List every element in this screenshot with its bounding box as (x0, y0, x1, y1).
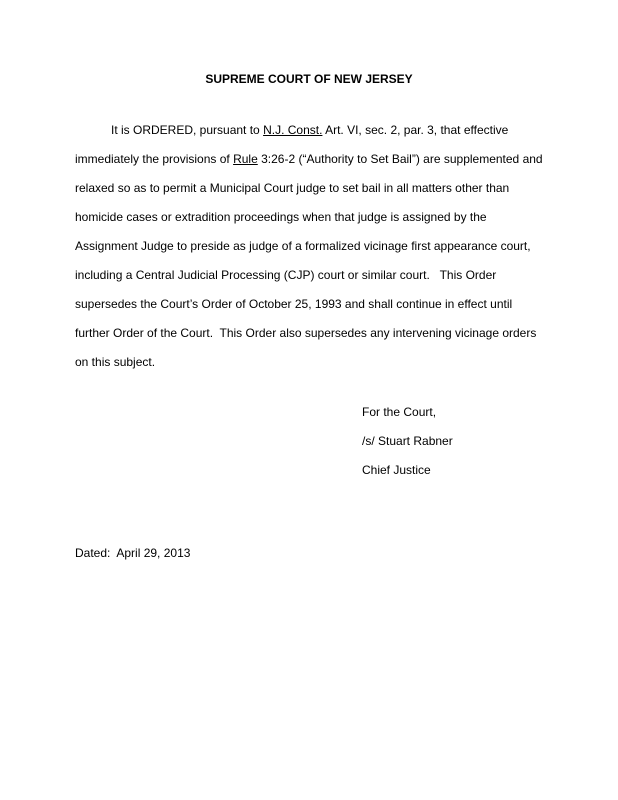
signature-title: Chief Justice (362, 463, 431, 477)
constitution-citation: N.J. Const. (263, 123, 323, 137)
rule-citation: Rule (233, 152, 258, 166)
order-text: Art. VI, sec. 2, par. 3, that effective (322, 123, 509, 137)
order-line-2 (75, 151, 555, 180)
order-line-5: Assignment Judge to preside as judge of a formalized vicinage first appearance court, (75, 239, 531, 253)
signature-closing: For the Court, (362, 405, 437, 419)
order-line-4: homicide cases or extradition proceedings when that judge is assigned by the (75, 210, 487, 224)
order-text: immediately the provisions of (75, 152, 234, 166)
order-line-8: further Order of the Court. This Order also supersedes any intervening vicinage orders (75, 326, 537, 340)
document-title: SUPREME COURT OF NEW JERSEY (205, 72, 413, 86)
order-line-1 (75, 122, 555, 151)
signature-name: /s/ Stuart Rabner (362, 434, 453, 448)
order-line-9: on this subject. (75, 355, 156, 369)
order-line-7: supersedes the Court’s Order of October 25, 1993 and shall continue in effect until (75, 297, 513, 311)
order-text: It is ORDERED, pursuant to (111, 123, 264, 137)
document-date: Dated: April 29, 2013 (75, 546, 191, 560)
signature-block (362, 404, 453, 491)
order-text: 3:26-2 (“Authority to Set Bail”) are supplemented and (257, 152, 543, 166)
order-line-6: including a Central Judicial Processing (CJP) court or similar court. This Order (75, 268, 497, 282)
order-paragraph (75, 122, 555, 383)
order-line-3: relaxed so as to permit a Municipal Court judge to set bail in all matters other than (75, 181, 510, 195)
